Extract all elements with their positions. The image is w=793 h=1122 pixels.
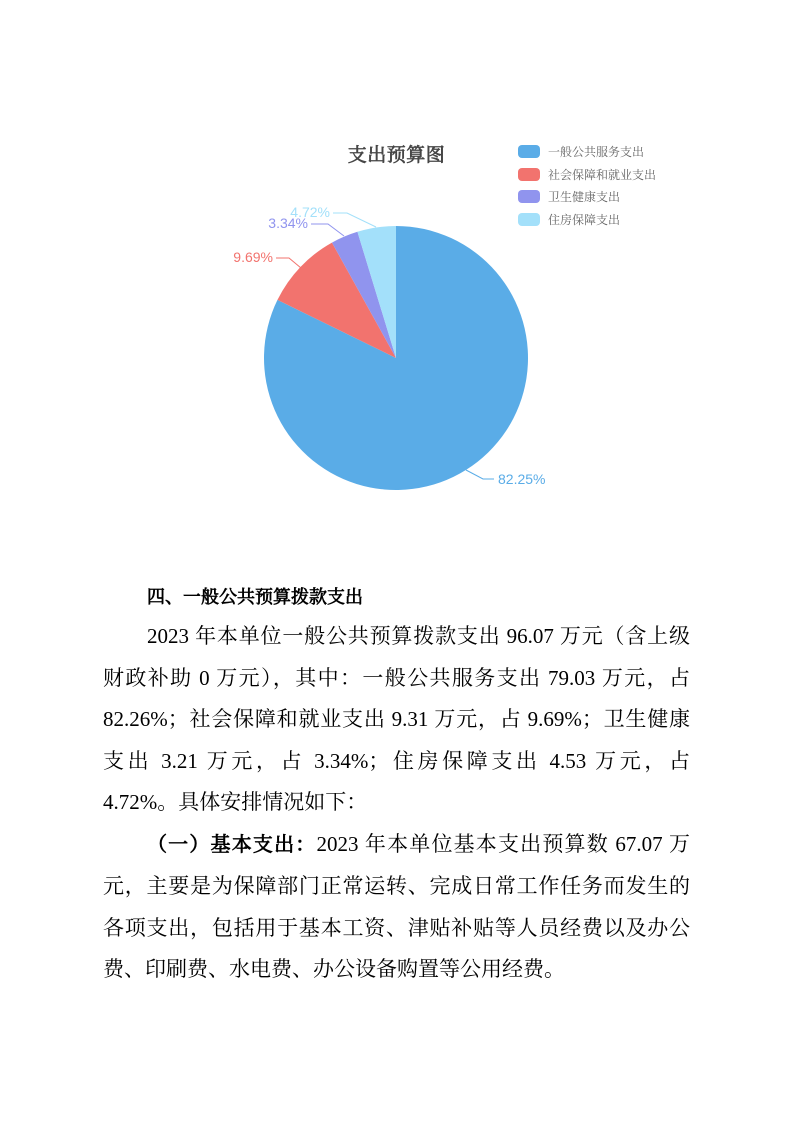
document-body xyxy=(103,584,690,991)
paragraph-basic-expenditure xyxy=(103,824,690,991)
expenditure-pie-chart xyxy=(0,0,793,560)
legend-item xyxy=(518,213,656,226)
label-leader-line xyxy=(466,470,494,479)
legend-marker xyxy=(518,168,540,181)
slice-percent-label: 3.34% xyxy=(268,215,308,231)
pie-chart-canvas xyxy=(0,0,793,560)
slice-percent-label: 4.72% xyxy=(290,204,330,220)
section-heading: 四、一般公共预算拨款支出 xyxy=(147,587,363,607)
label-leader-line xyxy=(276,258,301,268)
legend-marker xyxy=(518,213,540,226)
legend-marker xyxy=(518,145,540,158)
legend-item xyxy=(518,168,656,181)
legend-label: 卫生健康支出 xyxy=(548,190,621,204)
legend-item xyxy=(518,145,656,158)
label-leader-line xyxy=(311,224,344,236)
paragraph-lead: （一）基本支出： xyxy=(147,833,317,856)
chart-legend xyxy=(518,145,656,226)
chart-title: 支出预算图 xyxy=(347,145,446,166)
legend-label: 住房保障支出 xyxy=(548,212,621,227)
legend-item xyxy=(518,190,656,203)
legend-label: 一般公共服务支出 xyxy=(548,145,645,159)
slice-percent-label: 82.25% xyxy=(498,471,546,487)
legend-marker xyxy=(518,190,540,203)
slice-percent-label: 9.69% xyxy=(233,249,273,265)
paragraph-text: 2023 年本单位基本支出预算数 67.07 万元，主要是为保障部门正常运转、完成日常工作任务而发生的各项支出，包括用于基本工资、津贴补贴等人员经费以及办公费、印刷费、水电费、办公设备购置等公用经费。 xyxy=(103,831,691,981)
paragraph-text: 2023 年本单位一般公共预算拨款支出 96.07 万元（含上级财政补助 0 万元），其中：一般公共服务支出 79.03 万元，占 82.26%；社会保障和就业支出 9.31 万元，占 9.69%；卫生健康支出 3.21 万元，占 3.34%；住房保障支出 4.53 万元，占 4.72%。具体安排情况如下： xyxy=(103,624,690,814)
label-leader-line xyxy=(333,213,376,227)
paragraph-budget-summary xyxy=(103,616,690,824)
legend-label: 社会保障和就业支出 xyxy=(548,167,657,182)
